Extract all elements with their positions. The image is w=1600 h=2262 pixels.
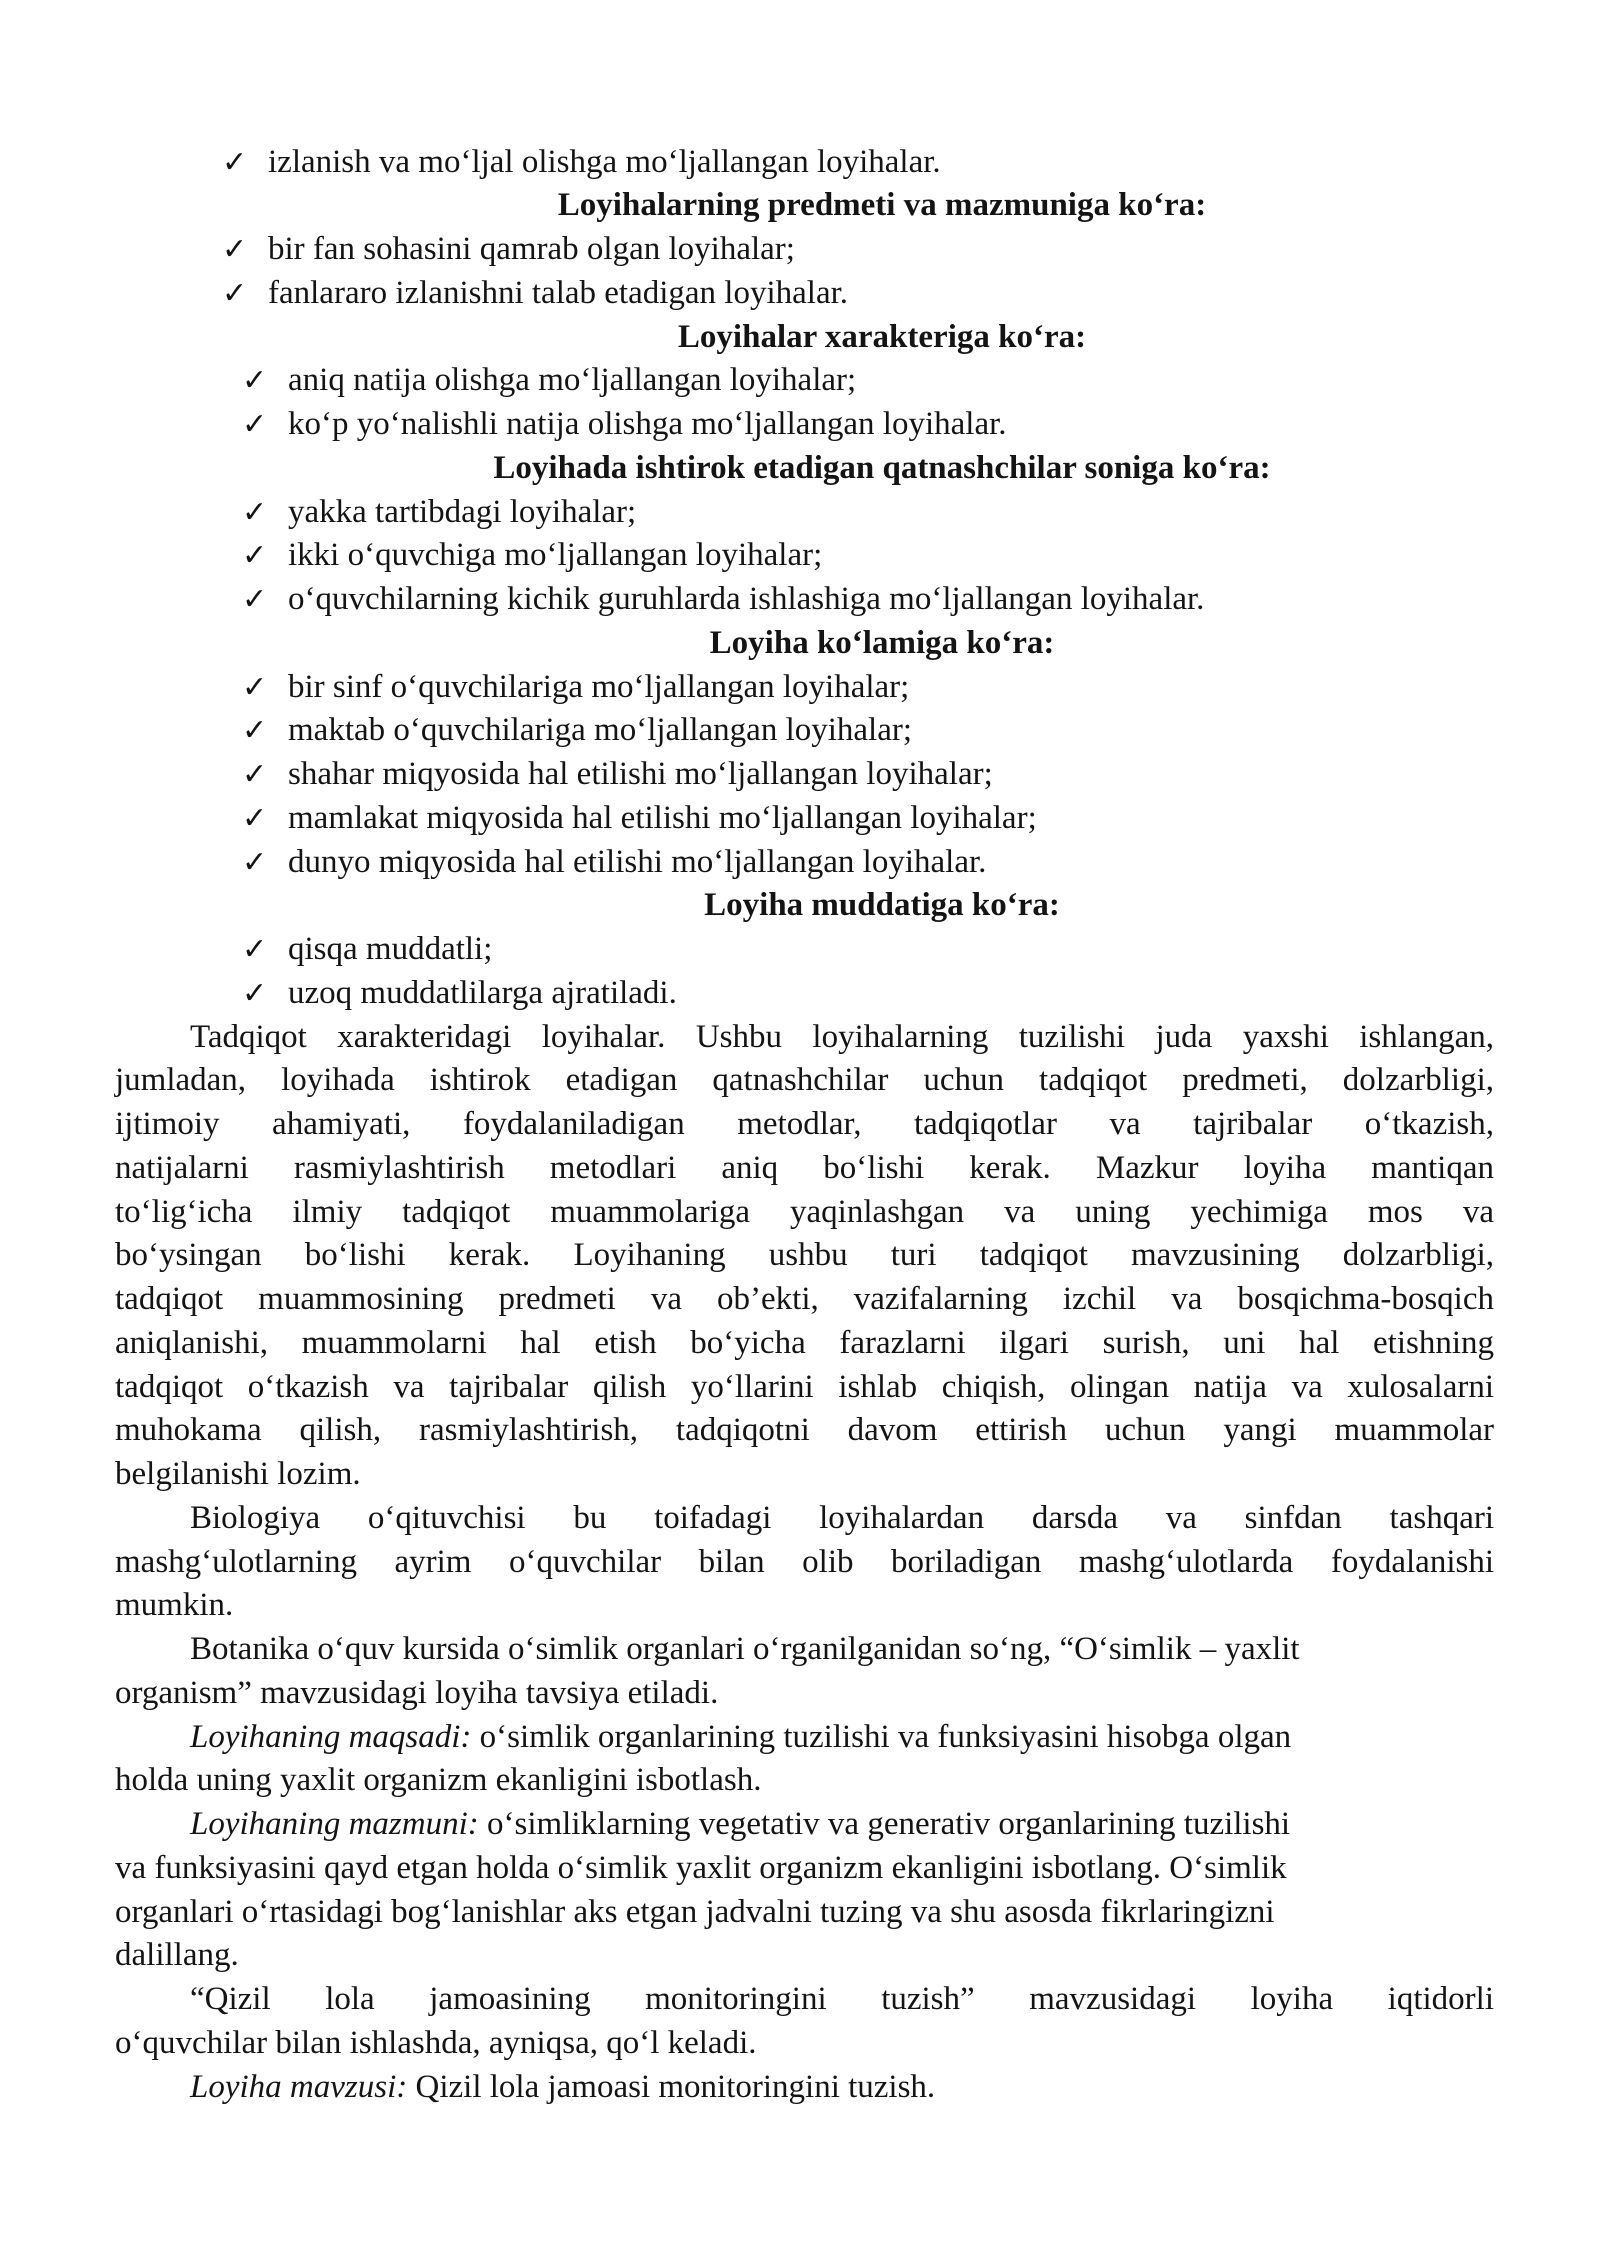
checkmark-icon: ✓ bbox=[242, 757, 268, 792]
checkmark-icon: ✓ bbox=[242, 713, 268, 748]
list-item: ✓ uzoq muddatlilarga ajratiladi. bbox=[242, 971, 677, 1015]
project-topic-label: Loyiha mavzusi: bbox=[190, 2069, 408, 2105]
project-content-label: Loyihaning mazmuni: bbox=[190, 1806, 479, 1842]
section-heading: Loyiha ko‘lamiga ko‘ra: bbox=[709, 625, 1055, 661]
section-heading: Loyihalar xarakteriga ko‘ra: bbox=[677, 319, 1087, 355]
list-item: ✓ fanlararo izlanishni talab etadigan loyihalar. bbox=[222, 271, 848, 315]
list-item: ✓ shahar miqyosida hal etilishi mo‘ljallangan loyihalar; bbox=[242, 752, 993, 796]
list-item: ✓ o‘quvchilarning kichik guruhlarda ishlashiga mo‘ljallangan loyihalar. bbox=[242, 577, 1204, 621]
checkmark-icon: ✓ bbox=[242, 670, 268, 705]
checkmark-icon: ✓ bbox=[222, 145, 248, 180]
list-item: ✓ bir sinf o‘quvchilariga mo‘ljallangan loyihalar; bbox=[242, 665, 909, 709]
checkmark-icon: ✓ bbox=[242, 976, 268, 1011]
checkmark-icon: ✓ bbox=[242, 363, 268, 398]
project-goal-label: Loyihaning maqsadi: bbox=[190, 1719, 472, 1755]
list-item: ✓ yakka tartibdagi loyihalar; bbox=[242, 490, 636, 534]
section-heading: Loyihalarning predmeti va mazmuniga ko‘ra: bbox=[557, 187, 1207, 223]
list-item: ✓ izlanish va mo‘ljal olishga mo‘ljallangan loyihalar. bbox=[222, 140, 941, 184]
checkmark-icon: ✓ bbox=[242, 582, 268, 617]
checkmark-icon: ✓ bbox=[242, 538, 268, 573]
list-item: ✓ maktab o‘quvchilariga mo‘ljallangan loyihalar; bbox=[242, 708, 912, 752]
checkmark-icon: ✓ bbox=[222, 232, 248, 267]
list-item: ✓ aniq natija olishga mo‘ljallangan loyihalar; bbox=[242, 358, 856, 402]
list-item: ✓ bir fan sohasini qamrab olgan loyihalar; bbox=[222, 227, 795, 271]
checkmark-icon: ✓ bbox=[242, 495, 268, 530]
section-heading: Loyiha muddatiga ko‘ra: bbox=[704, 887, 1060, 923]
section-heading: Loyihada ishtirok etadigan qatnashchilar soniga ko‘ra: bbox=[493, 450, 1271, 486]
checkmark-icon: ✓ bbox=[242, 801, 268, 836]
list-item: ✓ ikki o‘quvchiga mo‘ljallangan loyihalar; bbox=[242, 533, 822, 577]
checkmark-icon: ✓ bbox=[222, 276, 248, 311]
checkmark-icon: ✓ bbox=[242, 845, 268, 880]
list-item: ✓ ko‘p yo‘nalishli natija olishga mo‘ljallangan loyihalar. bbox=[242, 402, 1007, 446]
list-item: ✓ qisqa muddatli; bbox=[242, 927, 492, 971]
list-item: ✓ dunyo miqyosida hal etilishi mo‘ljallangan loyihalar. bbox=[242, 840, 986, 884]
checkmark-icon: ✓ bbox=[242, 932, 268, 967]
document-page: ✓ izlanish va mo‘ljal olishga mo‘ljallangan loyihalar. Loyihalarning predmeti va mazmuniga ko‘ra: ✓ bir fan sohasini qamrab olgan loyihalar; ✓ fanlararo izlanishni talab etadigan loyihalar. Loyihalar xarakteriga ko‘ra: ✓ aniq natija olishga mo‘ljallangan loyihalar; ✓ ko‘p yo‘nalishli natija olishga mo‘ljallangan loyihalar. Loyihada ishtirok etadigan qatnashchilar soniga ko‘ra: ✓ yakka tartibdagi loyihalar; ✓ ikki o‘quvchiga mo‘ljallangan loyihalar; ✓ o‘quvchilarning kichik guruhlarda ishlashiga mo‘ljallangan loyihalar. Loyiha ko‘lamiga ko‘ra: ✓ bir sinf o‘quvchilariga mo‘ljallangan loyihalar; ✓ maktab o‘quvchilariga mo‘ljallangan loyihalar; ✓ shahar miqyosida hal etilishi mo‘ljallangan loyihalar; ✓ mamlakat miqyosida hal etilishi mo‘ljallangan loyihalar; ✓ dunyo miqyosida hal etilishi mo‘ljallangan loyihalar. Loyiha muddatiga ko‘ra: ✓ qisqa muddatli; ✓ uzoq muddatlilarga ajratiladi. Tadqiqot xarakteridagi loyihalar. Ushbu loyihalarning tuzilishi juda yaxshi ishlangan, jumladan, loyihada ishtirok etadigan qatnashchilar uchun tadqiqot predmeti, dolzarbligi, ijtimoiy ahamiyati, foydalaniladigan metodlar, tadqiqotlar va tajribalar o‘tkazish, natijalarni rasmiylashtirish metodlari aniq bo‘lishi kerak. Mazkur loyiha mantiqan to‘lig‘icha ilmiy tadqiqot muammolariga yaqinlashgan va uning yechimiga mos va bo‘ysingan bo‘lishi kerak. Loyihaning ushbu turi tadqiqot mavzusining dolzarbligi, tadqiqot muammosining predmeti va ob’ekti, vazifalarning izchil va bosqichma-bosqich aniqlanishi, muammolarni hal etish bo‘yicha farazlarni ilgari surish, uni hal etishning tadqiqot o‘tkazish va tajribalar qilish yo‘llarini ishlab chiqish, olingan natija va xulosalarni muhokama qilish, rasmiylashtirish, tadqiqotni davom ettirish uchun yangi muammolar belgilanishi lozim. Biologiya o‘qituvchisi bu toifadagi loyihalardan darsda va sinfdan tashqari mashg‘ulotlarning ayrim o‘quvchilar bilan olib boriladigan mashg‘ulotlarda foydalanishi mumkin. Botanika o‘quv kursida o‘simlik organlari o‘rganilganidan so‘ng, “O‘simlik – yaxlit organism” mavzusidagi loyiha tavsiya etiladi. Loyihaning maqsadi: o‘simlik organlarining tuzilishi va funksiyasini hisobga olgan holda uning yaxlit organizm ekanligini isbotlash. Loyihaning mazmuni: o‘simliklarning vegetativ va generativ organlarining tuzilishi va funksiyasini qayd etgan holda o‘simlik yaxlit organizm ekanligini isbotlang. O‘simlik organlari o‘rtasidagi bog‘lanishlar aks etgan jadvalni tuzing va shu asosda fikrlaringizni dalillang. “Qizil lola jamoasining monitoringini tuzish” mavzusidagi loyiha iqtidorli o‘quvchilar bilan ishlashda, ayniqsa, qo‘l keladi. Loyiha mavzusi: Qizil lola jamoasi monitoringini tuzish. bbox=[0, 0, 1600, 2262]
checkmark-icon: ✓ bbox=[242, 407, 268, 442]
list-item: ✓ mamlakat miqyosida hal etilishi mo‘ljallangan loyihalar; bbox=[242, 796, 1037, 840]
